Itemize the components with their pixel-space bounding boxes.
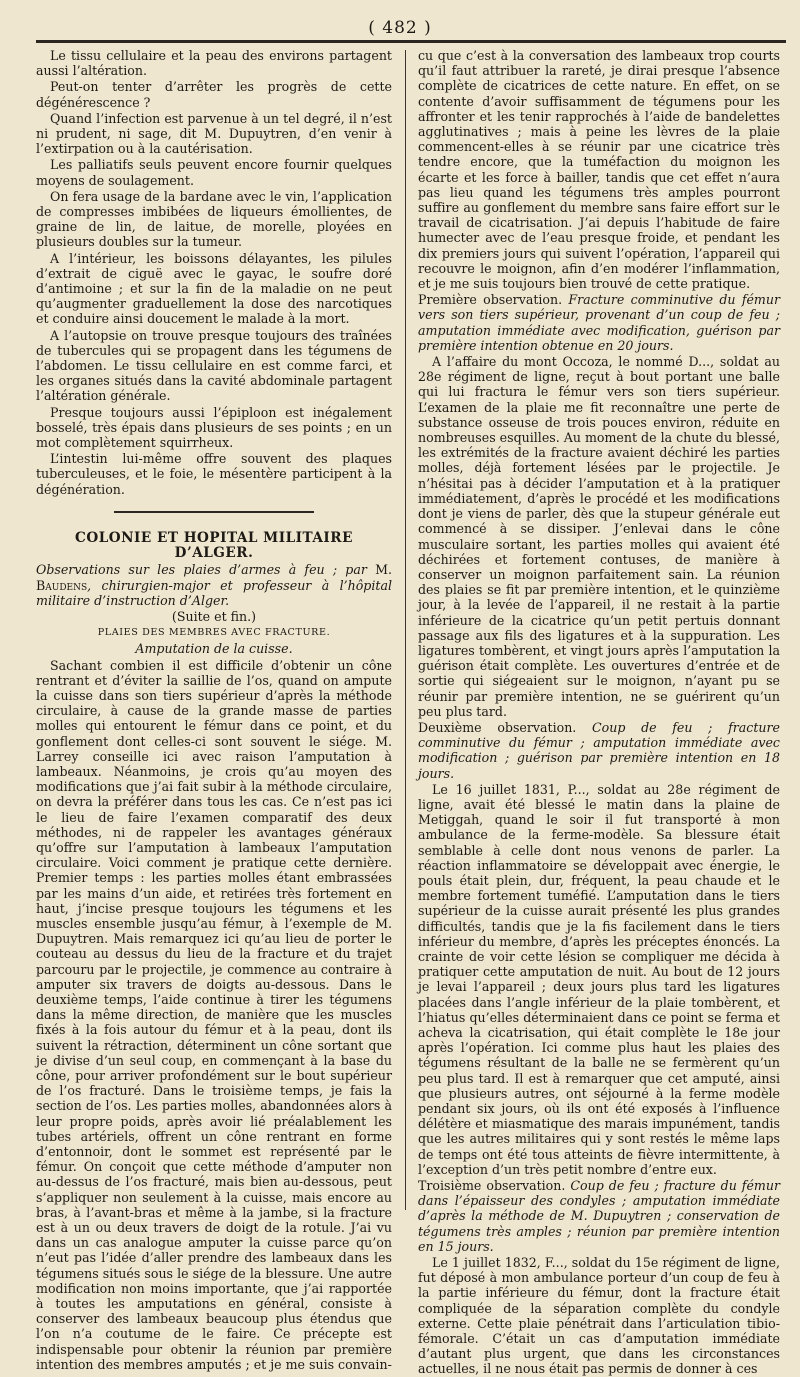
observation-description: Coup de feu ; fracture du fémur dans l’épaisseur des condyles ; amputation immédiate d’après la méthode de M. Dupuytren ; conservation de tégumens très amples ; réunion par première intention en 15 jours. [418,1178,780,1254]
observation-label: Troisième observation. [418,1178,571,1194]
paragraph: cu que c’est à la conversation des lambeaux trop courts qu’il faut attribuer la rareté, je dirai presque l’absence complète de cicatrices de cette nature. En effet, on se contente d’avoir suffisamment de tégumens pour les affronter et les tenir rapprochés à l’aide de bandelettes agglutinatives ; mais à peine les lèvres de la plaie commencent-elles à se réunir par une cicatrice très tendre encore, que la tuméfaction du moignon les écarte et les force à bailler, tandis que cet effet n’aura pas lieu quand les tégumens très amples pourront suffire au gonflement du membre sans faire effort sur le travail de cicatrisation. J’ai depuis l’habitude de faire humecter avec de l’eau presque froide, et pendant les dix premiers jours qui suivent l’opération, l’appareil qui recouvre le moignon, afin d’en modérer l’inflammation, et je me suis toujours bien trouvé de cette pratique. [418,48,780,292]
paragraph: A l’affaire du mont Occoza, le nommé D..., soldat au 28e régiment de ligne, reçut à bout portant une balle qui lui fractura le fémur vers son tiers supérieur. L’examen de la plaie me fit reconnaître une perte de substance osseuse de trois pouces environ, réduite en nombreuses esquilles. Au moment de la chute du blessé, les extrémités de la fracture avaient déchiré les parties molles, déjà fortement lésées par le projectile. Je n’hésitai pas à décider l’amputation et à la pratiquer immédiatement, d’après le procédé et les modifications dont je viens de parler, dès que la stupeur générale eut commencé à se dissiper. J’enlevai dans le cône musculaire sortant, les parties molles qui avaient été déchirées et fortement contuses, de manière à conserver un moignon parfaitement sain. La réunion des plaies se fit par première intention, et le quinzième jour, à la levée de l’appareil, il ne restait à la partie inférieure de la cicatrice qu’un petit pertuis donnant passage aux fils des ligatures et à la suppuration. Les ligatures tombèrent, et vingt jours après l’amputation la guérison était complète. Les ouvertures d’entrée et de sortie qui siégeaient sur le moignon, n’ayant pu se réunir par première intention, ne se guérirent qu’un peu plus tard. [418,354,781,719]
article-byline [36,562,392,608]
paragraph: L’intestin lui-même offre souvent des plaques tuberculeuses, et le foie, le mésentère participent à la dégénération. [36,451,392,497]
byline-intro: Observations sur les plaies d’armes à feu ; par [36,562,376,578]
observation-label: Première observation. [418,292,569,308]
article-heading: COLONIE ET HOPITAL MILITAIRE D’ALGER. [75,529,353,562]
left-column [36,48,392,1372]
paragraph: Quand l’infection est parvenue à un tel degré, il n’est ni prudent, ni sage, dit M. Dupuytren, d’en venir à l’extirpation ou à la cautérisation. [36,110,392,157]
observation-description: Fracture comminutive du fémur vers son tiers supérieur, provenant d’un coup de feu ; amputation immédiate avec modification, guérison par première intention obtenue en 20 jours. [418,292,780,353]
paragraph: Le 16 juillet 1831, P..., soldat au 28e régiment de ligne, avait été blessé le matin dans la plaine de Metiggah, quand le soir il fut transporté à mon ambulance de la ferme-modèle. Sa blessure était semblable à celle dont nous venons de parler. La réaction inflammatoire se développait avec énergie, le pouls était plein, dur, fréquent, la peau chaude et le membre fortement tuméfié. L’amputation dans le tiers supérieur de la cuisse aurait présenté les plus grandes difficultés, tandis que je la fis facilement dans le tiers inférieur du membre, d’après les préceptes énoncés. La crainte de voir cette lésion se compliquer me décida à pratiquer cette amputation de nuit. Au bout de 12 jours je levai l’appareil ; deux jours plus tard les ligatures placées dans l’angle inférieur de la plaie tombèrent, et l’hiatus qu’elles déterminaient dans ce point se ferma et acheva la cicatrisation, qui était complète le 18e jour après l’opération. Ici comme plus haut les plaies des tégumens résultant de la balle ne se fermèrent qu’un peu plus tard. Il est à remarquer que cet amputé, ainsi que plusieurs autres, ont séjourné à la ferme modèle pendant six jours, où ils ont été exposés à l’influence délétère et miasmatique des marais impunément, tandis que les autres militaires qui y sont restés le même laps de temps ont été tous atteints de fièvre intermittente, à l’exception d’un très petit nombre d’entre eux. [418,781,780,1177]
right-column [418,48,781,1377]
paragraph: On fera usage de la bardane avec le vin, l’application de compresses imbibées de liqueurs émollientes, de graine de lin, de laitue, de morelle, ployées en plusieurs doubles sur la tumeur. [36,188,392,250]
paragraph: A l’intérieur, les boissons délayantes, les pilules d’extrait de ciguë avec le gayac, le soufre doré d’antimoine ; et sur la fin de la maladie on ne peut qu’augmenter graduellement la dose des narcotiques et conduire ainsi doucement le malade à la mort. [36,250,392,327]
byline-author: M. Baudens [36,562,392,593]
observation-description: Coup de feu ; fracture comminutive du fémur ; amputation immédiate avec modification ; guérison par première intention en 18 jours. [418,719,780,781]
observation-label: Deuxième observation. [418,719,592,735]
paragraph: Presque toujours aussi l’épiploon est inégalement bosselé, très épais dans plusieurs de ses points ; en un mot complètement squirrheux. [36,404,392,451]
observation-heading [418,720,780,781]
section-heading: PLAIES DES MEMBRES AVEC FRACTURE. [97,627,331,639]
paragraph: Le 1 juillet 1832, F..., soldat du 15e régiment de ligne, fut déposé à mon ambulance porteur d’un coup de feu à la partie inférieure du fémur, dont la fracture était compliquée de la séparation complète du condyle externe. Cette plaie pénétrait dans l’articulation tibio-fémorale. C’était un cas d’amputation immédiate d’autant plus urgent, que dans les circonstances actuelles, il ne nous était pas permis de donner à ces [418,1255,780,1377]
column-divider [405,50,406,1210]
observation-heading [418,1178,780,1254]
page-number: ( 482 ) [368,18,432,38]
byline-role: , chirurgien-major et professeur à l’hôpital militaire d’instruction d’Alger. [36,577,392,608]
section-separator [114,511,314,513]
paragraph: Les palliatifs seuls peuvent encore fournir quelques moyens de soulagement. [36,157,392,188]
subsection-heading: Amputation de la cuisse. [135,641,293,657]
observation-heading [418,292,780,353]
paragraph: Peut-on tenter d’arrêter les progrès de cette dégénérescence ? [36,79,392,110]
continuation-note: (Suite et fin.) [171,608,257,624]
paragraph: Sachant combien il est difficile d’obtenir un cône rentrant et d’éviter la saillie de l’os, quand on ampute la cuisse dans son tiers supérieur d’après la méthode circulaire, à cause de la grande masse de parties molles qui entourent le fémur dans ce point, et du gonflement dont celles-ci sont souvent le siége. M. Larrey conseille ici avec raison l’amputation à lambeaux. Néanmoins, je crois qu’au moyen des modifications que j’ai fait subir à la méthode circulaire, on devra la préférer dans tous les cas. Ce n’est pas ici le lieu de faire l’examen comparatif des deux méthodes, ni de rappeler les avantages généraux qu’offre sur l’amputation à lambeaux l’amputation circulaire. Voici comment je pratique cette dernière. Premier temps : les parties molles étant embrassées par les mains d’un aide, et retirées très fortement en haut, j’incise presque toujours les tégumens et les muscles ensemble jusqu’au fémur, à l’exemple de M. Dupuytren. Mais remarquez ici qu’au lieu de porter le couteau au dessus du lieu de la fracture et du trajet parcouru par le projectile, je commence au contraire à amputer six travers de doigts au-dessous. Dans le deuxième temps, l’aide continue à tirer les tégumens dans la même direction, de manière que les muscles fixés à la fois autour du fémur et à la peau, dont ils suivent la rétraction, déterminent un cône sortant que je divise d’un seul coup, en commençant à la base du cône, pour arriver profondément sur le bout supérieur de l’os fracturé. Dans le troisième temps, je fais la section de l’os. Les parties molles, abandonnées alors à leur propre poids, après avoir lié préalablement les tubes artériels, offrent un cône rentrant en forme d’entonnoir, dont le sommet est représenté par le fémur. On conçoit que cette méthode d’amputer non au-dessus de l’os fracturé, mais bien au-dessous, peut s’appliquer non seulement à la cuisse, mais encore au bras, à l’avant-bras et même à la jambe, si la fracture est à un ou deux travers de doigt de la rotule. J’ai vu dans un cas analogue amputer la cuisse parce qu’on n’eut pas l’idée d’aller prendre des lambeaux dans les tégumens situés sous le siége de la blessure. Une autre modification non moins importante, que j’ai rapportée à toutes les amputations en général, consiste à conserver des lambeaux beaucoup plus étendus que l’on n’a coutume de le faire. Ce précepte est indispensable pour obtenir la réunion par première intention des membres amputés ; et je me suis convain- [36,657,392,1372]
paragraph: A l’autopsie on trouve presque toujours des traînées de tubercules qui se propagent dans les tégumens de l’abdomen. Le tissu cellulaire en est comme farci, et les organes situés dans la cavité abdominale partagent l’altération générale. [36,327,392,404]
top-rule [36,40,786,43]
paragraph: Le tissu cellulaire et la peau des environs partagent aussi l’altération. [36,48,392,79]
